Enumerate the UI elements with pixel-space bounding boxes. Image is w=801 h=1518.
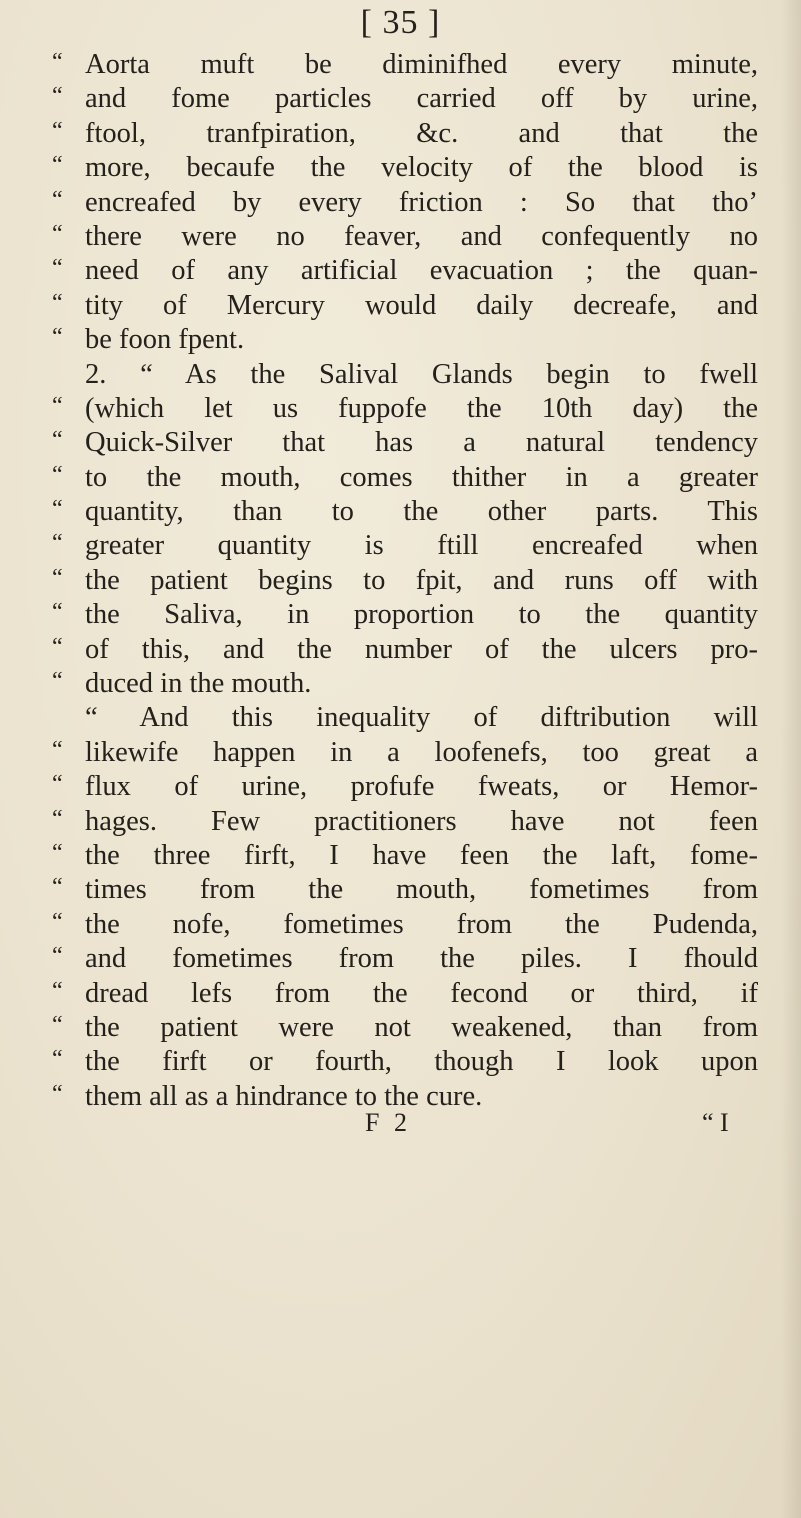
quote-mark: “ bbox=[52, 1011, 63, 1038]
line-text: and fome particles carried off by urine, bbox=[85, 83, 758, 115]
line-text: the nofe, fometimes from the Pudenda, bbox=[85, 908, 758, 940]
line-text: hages. Few practitioners have not feen bbox=[85, 805, 758, 837]
text-line bbox=[52, 770, 758, 804]
text-line bbox=[52, 598, 758, 632]
text-line bbox=[52, 461, 758, 495]
text-line bbox=[52, 736, 758, 770]
line-text: duced in the mouth. bbox=[85, 668, 312, 700]
text-line bbox=[52, 151, 758, 185]
line-text: greater quantity is ftill encreafed when bbox=[85, 530, 758, 562]
line-text: “ And this inequality of diftribution will bbox=[85, 702, 758, 734]
text-line bbox=[52, 1045, 758, 1079]
line-text: times from the mouth, fometimes from bbox=[85, 874, 758, 906]
quote-mark: “ bbox=[52, 736, 63, 763]
text-line bbox=[52, 495, 758, 529]
text-line bbox=[52, 977, 758, 1011]
body-text bbox=[52, 48, 758, 1148]
line-text: encreafed by every friction : So that tho’ bbox=[85, 186, 758, 218]
line-text: the firft or fourth, though I look upon bbox=[85, 1046, 758, 1078]
text-line bbox=[52, 82, 758, 116]
line-text: likewife happen in a loofenefs, too great a bbox=[85, 736, 758, 768]
quote-mark: “ bbox=[52, 874, 63, 901]
page-number: [ 35 ] bbox=[360, 4, 441, 41]
line-text: ftool, tranfpiration, &c. and that the bbox=[85, 117, 758, 149]
quote-mark: “ bbox=[52, 1046, 63, 1073]
line-text: the Saliva, in proportion to the quantity bbox=[85, 599, 758, 631]
text-line bbox=[52, 1011, 758, 1045]
quote-mark: “ bbox=[52, 392, 63, 419]
line-text: tity of Mercury would daily decreafe, and bbox=[85, 289, 758, 321]
text-line bbox=[52, 873, 758, 907]
page-footer bbox=[52, 1108, 758, 1148]
quote-mark: “ bbox=[52, 186, 63, 213]
text-line bbox=[52, 392, 758, 426]
quote-mark: “ bbox=[52, 564, 63, 591]
line-text: more, becaufe the velocity of the blood is bbox=[85, 152, 758, 184]
text-line bbox=[52, 220, 758, 254]
quote-mark: “ bbox=[52, 83, 63, 110]
quote-mark: “ bbox=[52, 461, 63, 488]
quote-mark: “ bbox=[52, 839, 63, 866]
text-line bbox=[52, 908, 758, 942]
quote-mark: “ bbox=[52, 633, 63, 660]
line-text: the patient begins to fpit, and runs off with bbox=[85, 564, 758, 596]
text-line bbox=[52, 323, 758, 357]
quote-mark: “ bbox=[52, 255, 63, 282]
quote-mark: “ bbox=[52, 117, 63, 144]
quote-mark: “ bbox=[52, 908, 63, 935]
line-text: of this, and the number of the ulcers pro- bbox=[85, 633, 758, 665]
quote-mark: “ bbox=[52, 49, 63, 75]
line-text: the patient were not weakened, than from bbox=[85, 1011, 758, 1043]
quote-mark: “ bbox=[52, 324, 63, 351]
line-text: quantity, than to the other parts. This bbox=[85, 496, 758, 528]
quote-mark: “ bbox=[52, 152, 63, 179]
text-line bbox=[52, 564, 758, 598]
text-line bbox=[52, 254, 758, 288]
quote-mark: “ bbox=[52, 668, 63, 695]
quote-mark: “ bbox=[52, 771, 63, 798]
line-text: Quick-Silver that has a natural tendency bbox=[85, 427, 758, 459]
quote-mark: “ bbox=[52, 220, 63, 247]
line-text: dread lefs from the fecond or third, if bbox=[85, 977, 758, 1009]
quote-mark: “ bbox=[52, 943, 63, 970]
text-line bbox=[52, 48, 758, 82]
text-line bbox=[52, 942, 758, 976]
text-line bbox=[52, 701, 758, 735]
line-text: to the mouth, comes thither in a greater bbox=[85, 461, 758, 493]
text-line bbox=[52, 839, 758, 873]
text-line bbox=[52, 529, 758, 563]
text-line bbox=[52, 633, 758, 667]
text-line bbox=[52, 426, 758, 460]
text-line bbox=[52, 289, 758, 323]
line-text: and fometimes from the piles. I fhould bbox=[85, 943, 758, 975]
quote-mark: “ bbox=[52, 496, 63, 523]
quote-mark: “ bbox=[52, 599, 63, 626]
line-text: be foon fpent. bbox=[85, 324, 245, 356]
quote-mark: “ bbox=[52, 427, 63, 454]
line-text: flux of urine, profufe fweats, or Hemor- bbox=[85, 771, 758, 803]
text-line bbox=[52, 667, 758, 701]
page-edge-shadow bbox=[781, 0, 801, 1518]
catchword: “ I bbox=[702, 1108, 729, 1138]
line-text: need of any artificial evacuation ; the quan- bbox=[85, 255, 758, 287]
line-text: them all as a hindrance to the cure. bbox=[85, 1080, 483, 1112]
quote-mark: “ bbox=[52, 977, 63, 1004]
text-line bbox=[52, 805, 758, 839]
text-line bbox=[52, 117, 758, 151]
line-text: 2. “ As the Salival Glands begin to fwell bbox=[85, 358, 758, 390]
text-line bbox=[52, 358, 758, 392]
line-text: there were no feaver, and confequently no bbox=[85, 220, 758, 252]
line-text: Aorta muft be diminifhed every minute, bbox=[85, 49, 758, 80]
signature-mark: F 2 bbox=[365, 1108, 411, 1138]
quote-mark: “ bbox=[52, 1080, 63, 1107]
quote-mark: “ bbox=[52, 530, 63, 557]
line-text: (which let us fuppofe the 10th day) the bbox=[85, 392, 758, 424]
quote-mark: “ bbox=[52, 289, 63, 316]
text-line bbox=[52, 186, 758, 220]
quote-mark: “ bbox=[52, 805, 63, 832]
line-text: the three firft, I have feen the laft, fome- bbox=[85, 839, 758, 871]
